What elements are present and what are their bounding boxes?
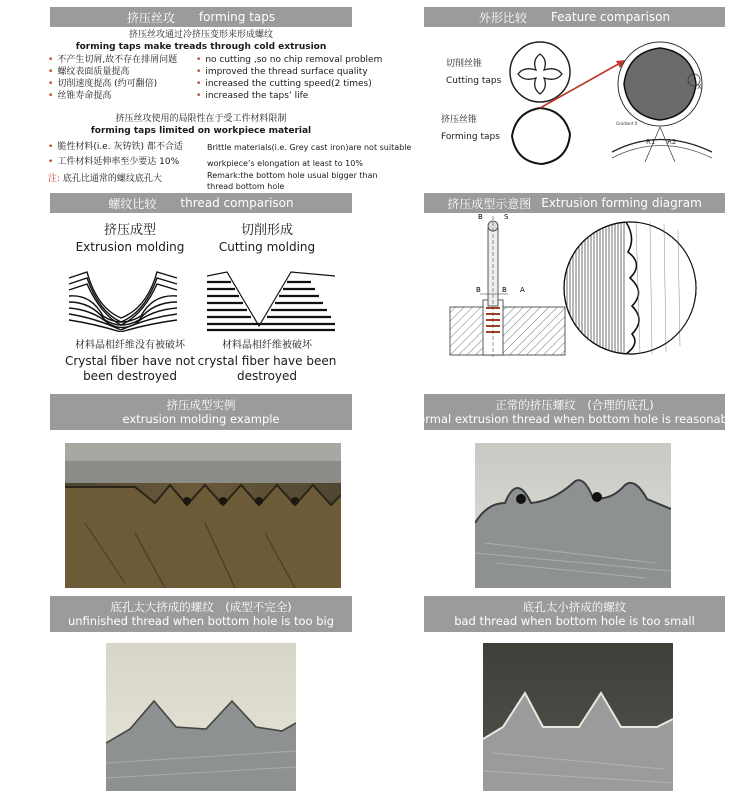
- extrusion-caption: 材料晶相纤维没有被破坏 Crystal fiber have not been destroyed: [64, 340, 196, 383]
- cutting-taps-label: 切削丝锥 Cutting taps: [446, 59, 502, 86]
- extrusion-diagram-header: 挤压成型示意图 Extrusion forming diagram: [424, 193, 725, 213]
- forming-taps-header-en: forming taps: [198, 10, 276, 24]
- label-b1: B: [478, 213, 483, 221]
- r2-label: R2: [667, 138, 677, 146]
- list-item: • 螺纹表面质量提高: [48, 67, 130, 77]
- advantages-cn-list: [48, 54, 177, 102]
- r1-label: R1: [646, 138, 656, 146]
- cutting-tap-section: [510, 42, 570, 102]
- forming-intro-en: forming taps make treads through cold extrusion: [75, 42, 327, 52]
- note-text: 底孔比通常的螺纹底孔大: [62, 174, 162, 184]
- unfinished-thread-header: 底孔太大挤成的螺纹 (成型不完全) unfinished thread when bottom hole is too big: [50, 596, 352, 632]
- bad-thread-photo: [483, 643, 673, 791]
- magnified-thread: [564, 222, 696, 354]
- extrusion-forming-diagram: [440, 212, 710, 362]
- cutting-caption: 材料晶相纤维被破坏 crystal fiber have been destroyed: [197, 340, 337, 383]
- advantages-en-list: [196, 54, 382, 102]
- extrusion-fibers: [69, 272, 177, 332]
- limitation-cn: 挤压丝攻使用的局限性在于受工件材料限制: [115, 114, 287, 124]
- feature-comparison-header: [424, 7, 725, 27]
- x-label: X: [697, 83, 702, 91]
- extrusion-title: 挤压成型 Extrusion molding: [75, 223, 185, 254]
- list-item: • 切削速度提高 (约可翻倍): [48, 79, 158, 89]
- gradient-label: Gradient X: [616, 121, 638, 126]
- list-item: • 不产生切屑,故不存在排屑问题: [48, 55, 178, 65]
- forming-taps-header: [50, 7, 352, 27]
- note-cn: [48, 173, 162, 185]
- forming-taps-header-cn: 挤压丝攻: [126, 10, 175, 25]
- feature-comparison-diagram: [500, 32, 725, 187]
- label-b2: B: [476, 286, 481, 294]
- list-item: Brittle materials(i.e. Grey cast iron)are not suitable: [207, 143, 412, 152]
- list-item: workpiece’s elongation at least to 10%: [207, 159, 363, 168]
- label-a: A: [520, 286, 525, 294]
- forming-intro: [50, 29, 352, 53]
- forming-tap-section: [512, 108, 570, 164]
- extrusion-example-photo: [65, 443, 341, 588]
- forming-taps-label: 挤压丝锥 Forming taps: [441, 115, 500, 142]
- bad-thread-header: 底孔太小挤成的螺纹 bad thread when bottom hole is too small: [424, 596, 725, 632]
- feature-header-en: Feature comparison: [550, 10, 671, 24]
- unfinished-thread-photo: [106, 643, 296, 791]
- list-item: • 工件材料延伸率至少要达 10%: [48, 157, 180, 167]
- list-item: • no cutting ,so no chip removal problem: [196, 55, 383, 65]
- note-prefix: 注:: [48, 174, 61, 184]
- normal-thread-header: 正常的挤压螺纹 (合理的底孔) normal extrusion thread when bottom hole is reasonable: [424, 394, 725, 430]
- list-item: • 脆性材料(i.e. 灰铸铁) 都不合适: [48, 142, 183, 152]
- thread-comparison-header: 螺纹比较 thread comparison: [50, 193, 352, 213]
- limitation-en-list: [207, 142, 411, 169]
- list-item: • increased the taps’ life: [196, 91, 309, 101]
- example-header: 挤压成型实例 extrusion molding example: [50, 394, 352, 430]
- normal-thread-photo: [475, 443, 671, 588]
- list-item: • improved the thread surface quality: [196, 67, 368, 77]
- radius-diagram: [612, 127, 712, 162]
- limitation-title: [50, 113, 352, 137]
- label-b3: B: [502, 286, 507, 294]
- limitation-cn-list: [48, 141, 183, 168]
- magnified-section: [618, 42, 702, 126]
- forming-intro-cn: 挤压丝攻通过冷挤压变形来形成螺纹: [128, 30, 273, 40]
- limitation-en: forming taps limited on workpiece material: [90, 126, 312, 136]
- list-item: • increased the cutting speed(2 times): [196, 79, 372, 89]
- thread-comparison-drawing: [65, 268, 345, 332]
- cutting-title: 切削形成 Cutting molding: [218, 223, 316, 254]
- feature-header-cn: 外形比较: [478, 10, 527, 25]
- list-item: • 丝锥寿命提高: [48, 91, 112, 101]
- label-s: S: [504, 213, 509, 221]
- note-en: Remark:the bottom hole usual bigger than thread bottom hole: [207, 171, 378, 191]
